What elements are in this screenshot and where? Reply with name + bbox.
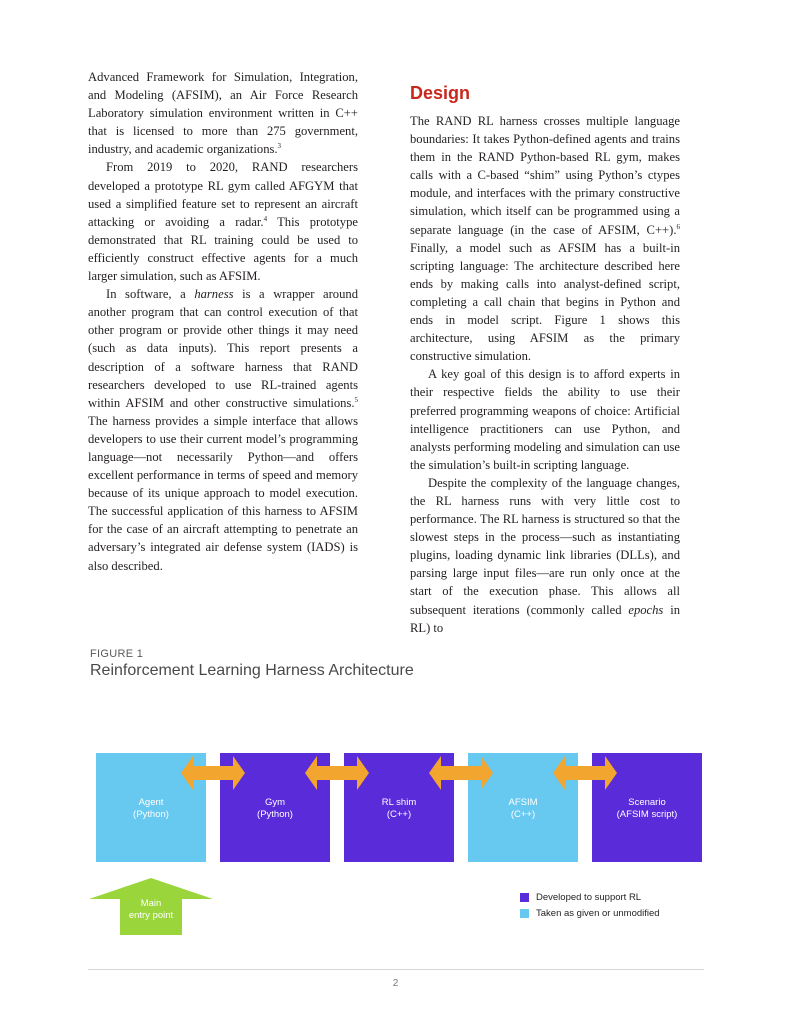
paragraph: From 2019 to 2020, RAND researchers developed a prototype RL gym called AFGYM that used a simplified feature set to represent an aircraft attacking or avoiding a radar.$^4$ This prototype demonstrated that RL training could be used to efficiently construct effective agents for a much larger simulation, such as AFSIM. [88,160,358,284]
paragraph: Despite the complexity of the language changes, the RL harness runs with very little cost to performance. The RL harness is structured so that the slowest steps in the process—such as instantiating plugins, loading dynamic link libraries (DLLs), and parsing large input files—are run only once at the start of the execution phase. This allows all subsequent iterations (commonly called epochs in RL) to [410,475,680,635]
entry-label-line1: Main [140,898,162,909]
paragraph: A key goal of this design is to afford experts in their respective fields the ability to use their preferred programming weapons of choice: Artificial intelligence practitioners can use Python, and analysts performing modeling and simulation can use the simulation’s built-in scripting language. [410,367,680,472]
footnote-ref[interactable]: 6 [676,222,680,231]
entry-label-line2: entry point [128,910,174,921]
box-label-line2: (Python) [133,809,169,820]
emphasis-term: harness [194,287,234,302]
bidirectional-arrow-icon [429,756,493,790]
legend-swatch [520,893,529,902]
bidirectional-arrow-icon [181,756,245,790]
legend-label: Taken as given or unmodified [536,908,660,919]
legend-label: Developed to support RL [536,892,642,903]
footnote-ref[interactable]: 5 [354,395,358,404]
footnote-ref[interactable]: 3 [277,142,282,151]
box-label-line1: Agent [138,797,164,808]
box-label-line2: (Python) [257,809,293,820]
paragraph: Advanced Framework for Simulation, Integration, and Modeling (AFSIM), an Air Force Research Laboratory simulation environment written in C++ that is licensed to more than 275 government, industry, and academic organizations.$^3$ [88,70,358,157]
paragraph: The RAND RL harness crosses multiple language boundaries: It takes Python-defined agents and trains them in the RAND Python-based RL gym, makes calls with a C-based “shim” using Python’s ctypes module, and interfaces with the primary constructive simulation, which itself can be programmed using a separate language (in the case of AFSIM, C++).$^6$ Finally, a model such as AFSIM has a built-in scripting language: The architecture described here ends by making calls into analyst-defined script, completing a call chain that begins in Python and ends in model script. Figure 1 shows this architecture, using AFSIM as the primary constructive simulation. [410,114,680,364]
footnote-ref[interactable]: 4 [263,214,268,223]
figure-label: FIGURE 1 [90,648,144,660]
box-label-line1: Gym [264,797,286,808]
legend-swatch [520,909,529,918]
emphasis-term: epochs [628,602,664,617]
box-label-line1: Scenario [628,797,666,808]
footer-rule [88,969,704,970]
box-label-line1: RL shim [381,797,417,808]
entry-arrow-layer [89,878,213,935]
paragraph: In software, a harness is a wrapper around another program that can control execution of that other program or provide other things it may need (such as data inputs). This report presents a description of a software harness that RAND researchers developed to use RL-trained agents within AFSIM and other constructive simulations.$^5$ The harness provides a simple interface that allows developers to use their current model’s programming language—not necessarily Python—and offers excellent performance in terms of speed and memory because of its unique approach to model execution. The successful application of this harness to AFSIM for the case of an aircraft attempting to penetrate an adversary’s integrated air defense system (IADS) is also described. [88,287,358,573]
box-label-line2: (AFSIM script) [616,809,678,820]
figure-title: Reinforcement Learning Harness Architecture [90,662,414,679]
section-heading: Design [410,83,471,103]
box-label-line1: AFSIM [508,797,538,808]
page-number: 2 [392,978,399,989]
bidirectional-arrow-icon [305,756,369,790]
box-label-line2: (C++) [386,809,412,820]
bidirectional-arrow-icon [553,756,617,790]
legend [510,884,684,926]
box-label-line2: (C++) [510,809,536,820]
